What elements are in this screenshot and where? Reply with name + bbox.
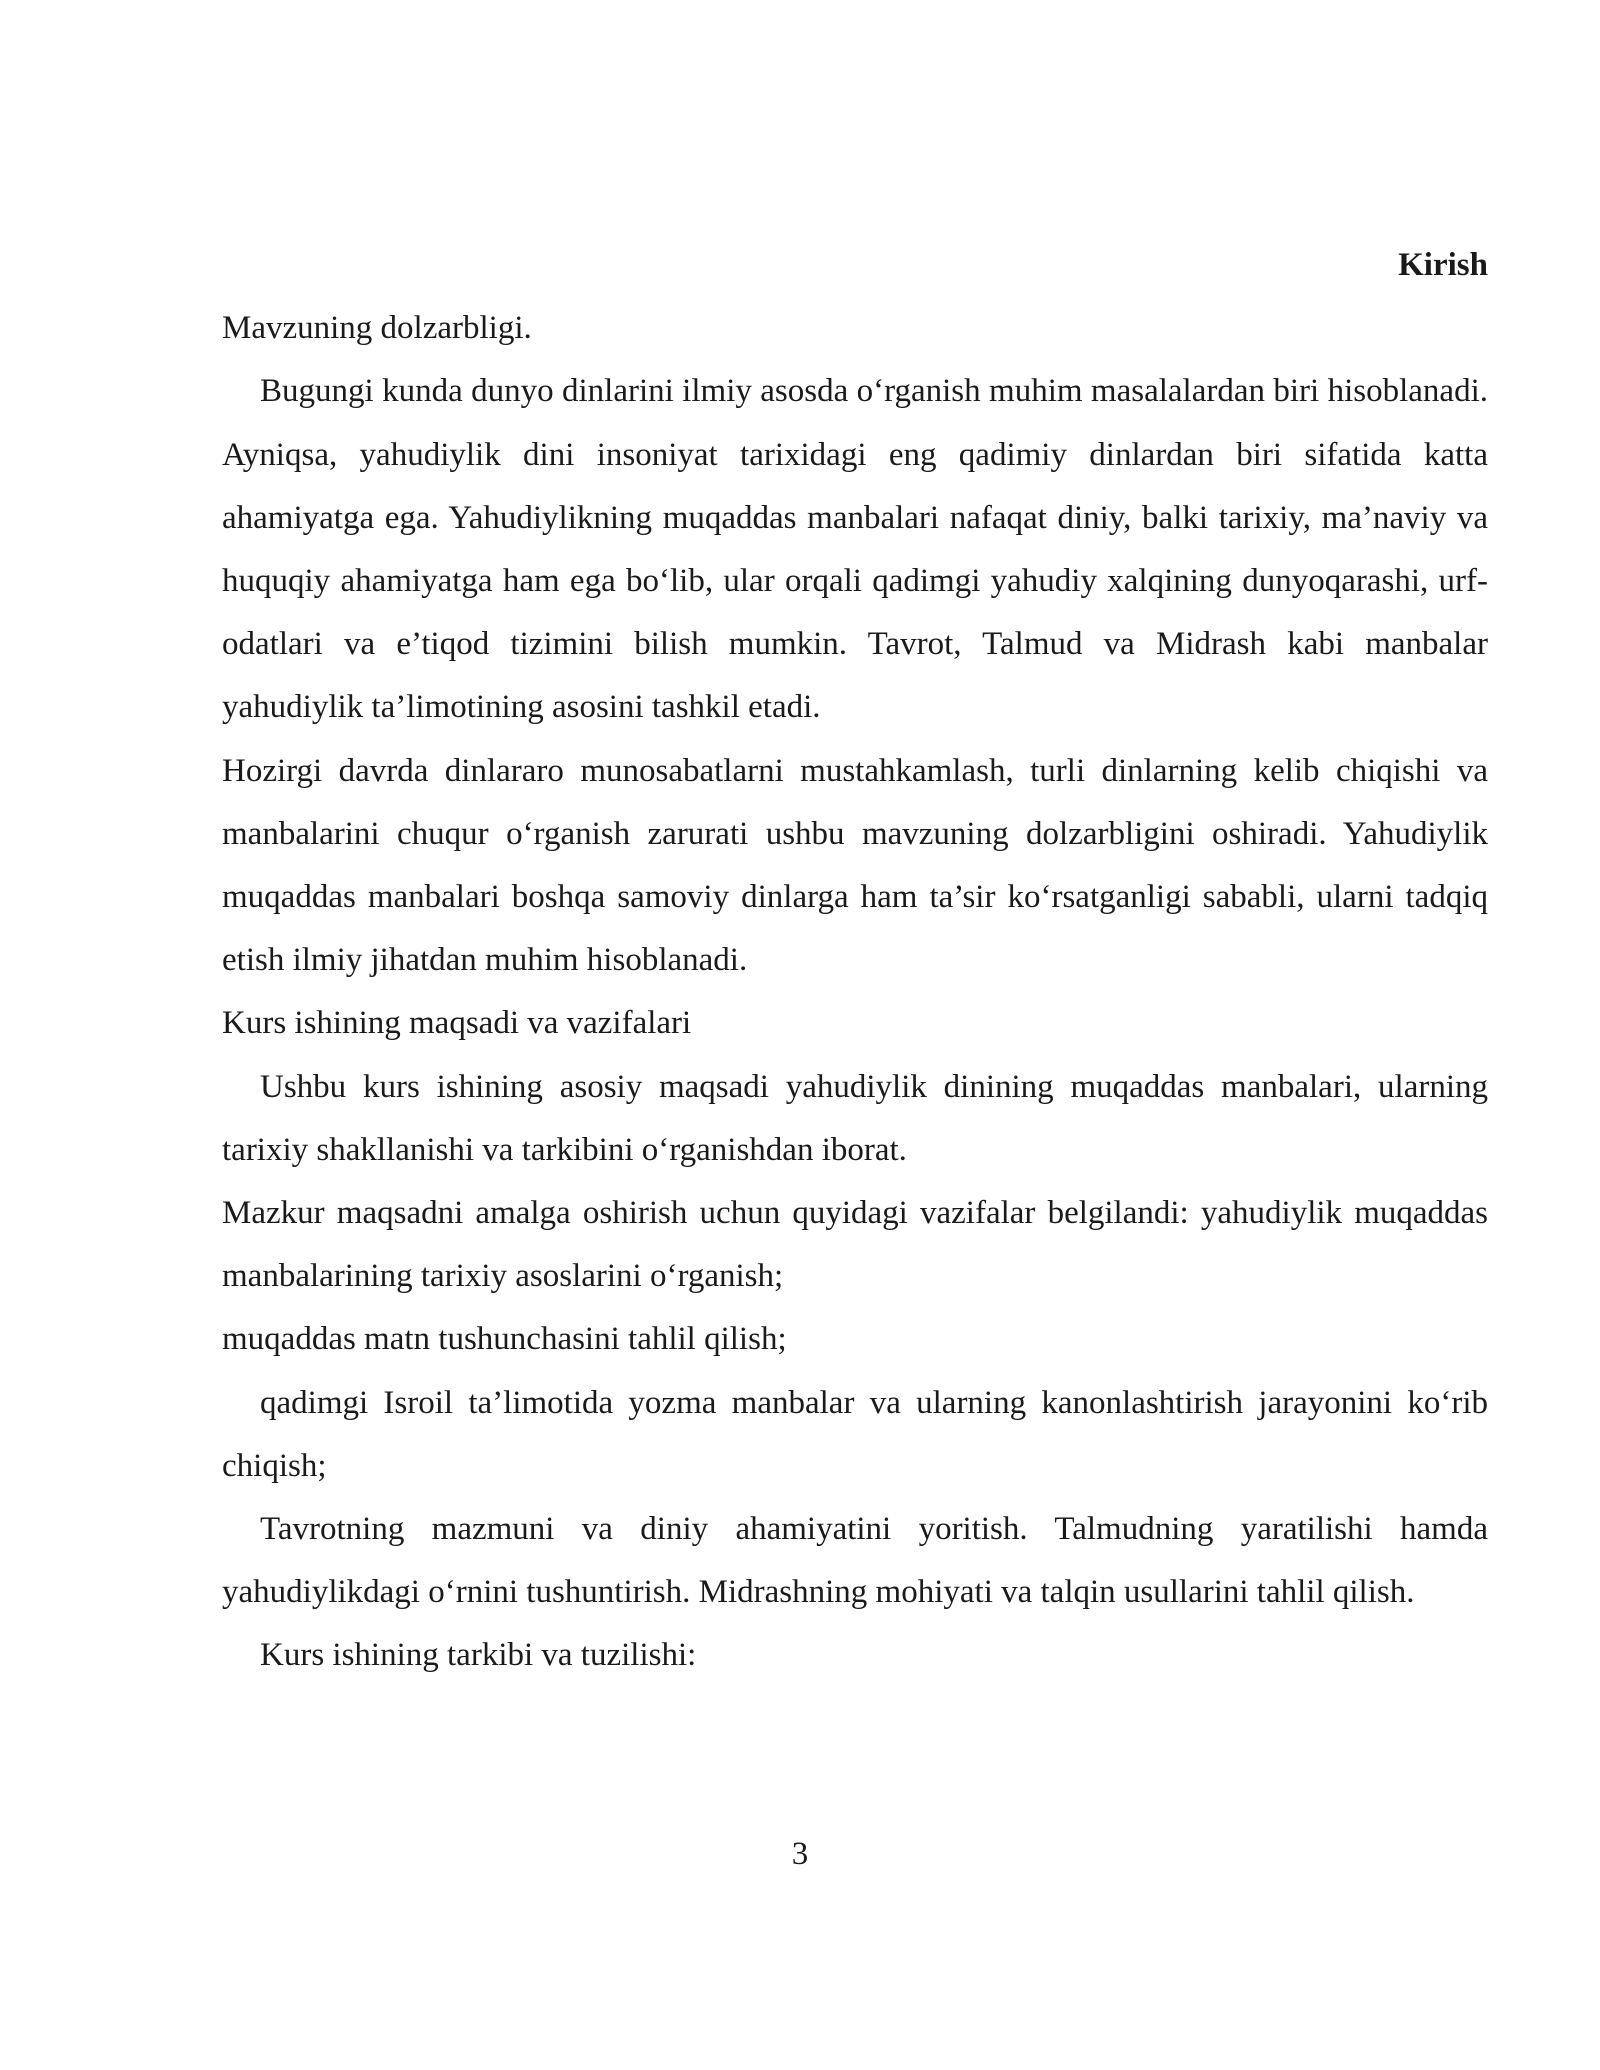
paragraph-goals-3: muqaddas matn tushunchasini tahlil qilish; bbox=[222, 1321, 787, 1358]
paragraph-relevance-1: Bugungi kunda dunyo dinlarini ilmiy asosda o‘rganish muhim masalalardan biri hisoblanadi. Ayniqsa, yahudiylik dini insoniyat tarixidagi eng qadimiy dinlardan biri sifatida katta ahamiyatga ega. Yahudiylikning muqaddas manbalari nafaqat diniy, balki tarixiy, ma’naviy va huquqiy ahamiyatga ham ega bo‘lib, ular orqali qadimgi yahudiy xalqining dunyoqarashi, urf-odatlari va e’tiqod tizimini bilish mumkin. Tavrot, Talmud va Midrash kabi manbalar yahudiylik ta’limotining asosini tashkil etadi. bbox=[222, 373, 1488, 726]
subheading-goals: Kurs ishining maqsadi va vazifalari bbox=[222, 1005, 692, 1042]
paragraph-goals-1: Ushbu kurs ishining asosiy maqsadi yahudiylik dinining muqaddas manbalari, ularning tarixiy shakllanishi va tarkibini o‘rganishdan iborat. bbox=[222, 1068, 1488, 1168]
paragraph-task-torah: Tavrotning mazmuni va diniy ahamiyatini yoritish. Talmudning yaratilishi hamda yahudiylikdagi o‘rnini tushuntirish. Midrashning mohiyati va talqin usullarini tahlil qilish. bbox=[222, 1511, 1488, 1611]
paragraph-relevance-2: Hozirgi davrda dinlararo munosabatlarni mustahkamlash, turli dinlarning kelib chiqishi va manbalarini chuqur o‘rganish zarurati ushbu mavzuning dolzarbligini oshiradi. Yahudiylik muqaddas manbalari boshqa samoviy dinlarga ham ta’sir ko‘rsatganligi sababli, ularni tadqiq etish ilmiy jihatdan muhim hisoblanadi. bbox=[222, 752, 1488, 979]
paragraph-goals-2: Mazkur maqsadni amalga oshirish uchun quyidagi vazifalar belgilandi: yahudiylik muqaddas manbalarining tarixiy asoslarini o‘rganish; bbox=[222, 1195, 1488, 1295]
subheading-relevance: Mavzuning dolzarbligi. bbox=[222, 310, 532, 347]
paragraph-task-israel: qadimgi Isroil ta’limotida yozma manbalar va ularning kanonlashtirish jarayonini ko‘rib chiqish; bbox=[222, 1384, 1488, 1484]
page-number: 3 bbox=[791, 1836, 809, 1872]
paragraph-structure: Kurs ishining tarkibi va tuzilishi: bbox=[260, 1637, 697, 1674]
section-heading: Kirish bbox=[1398, 247, 1488, 283]
document-body bbox=[222, 234, 1488, 1688]
